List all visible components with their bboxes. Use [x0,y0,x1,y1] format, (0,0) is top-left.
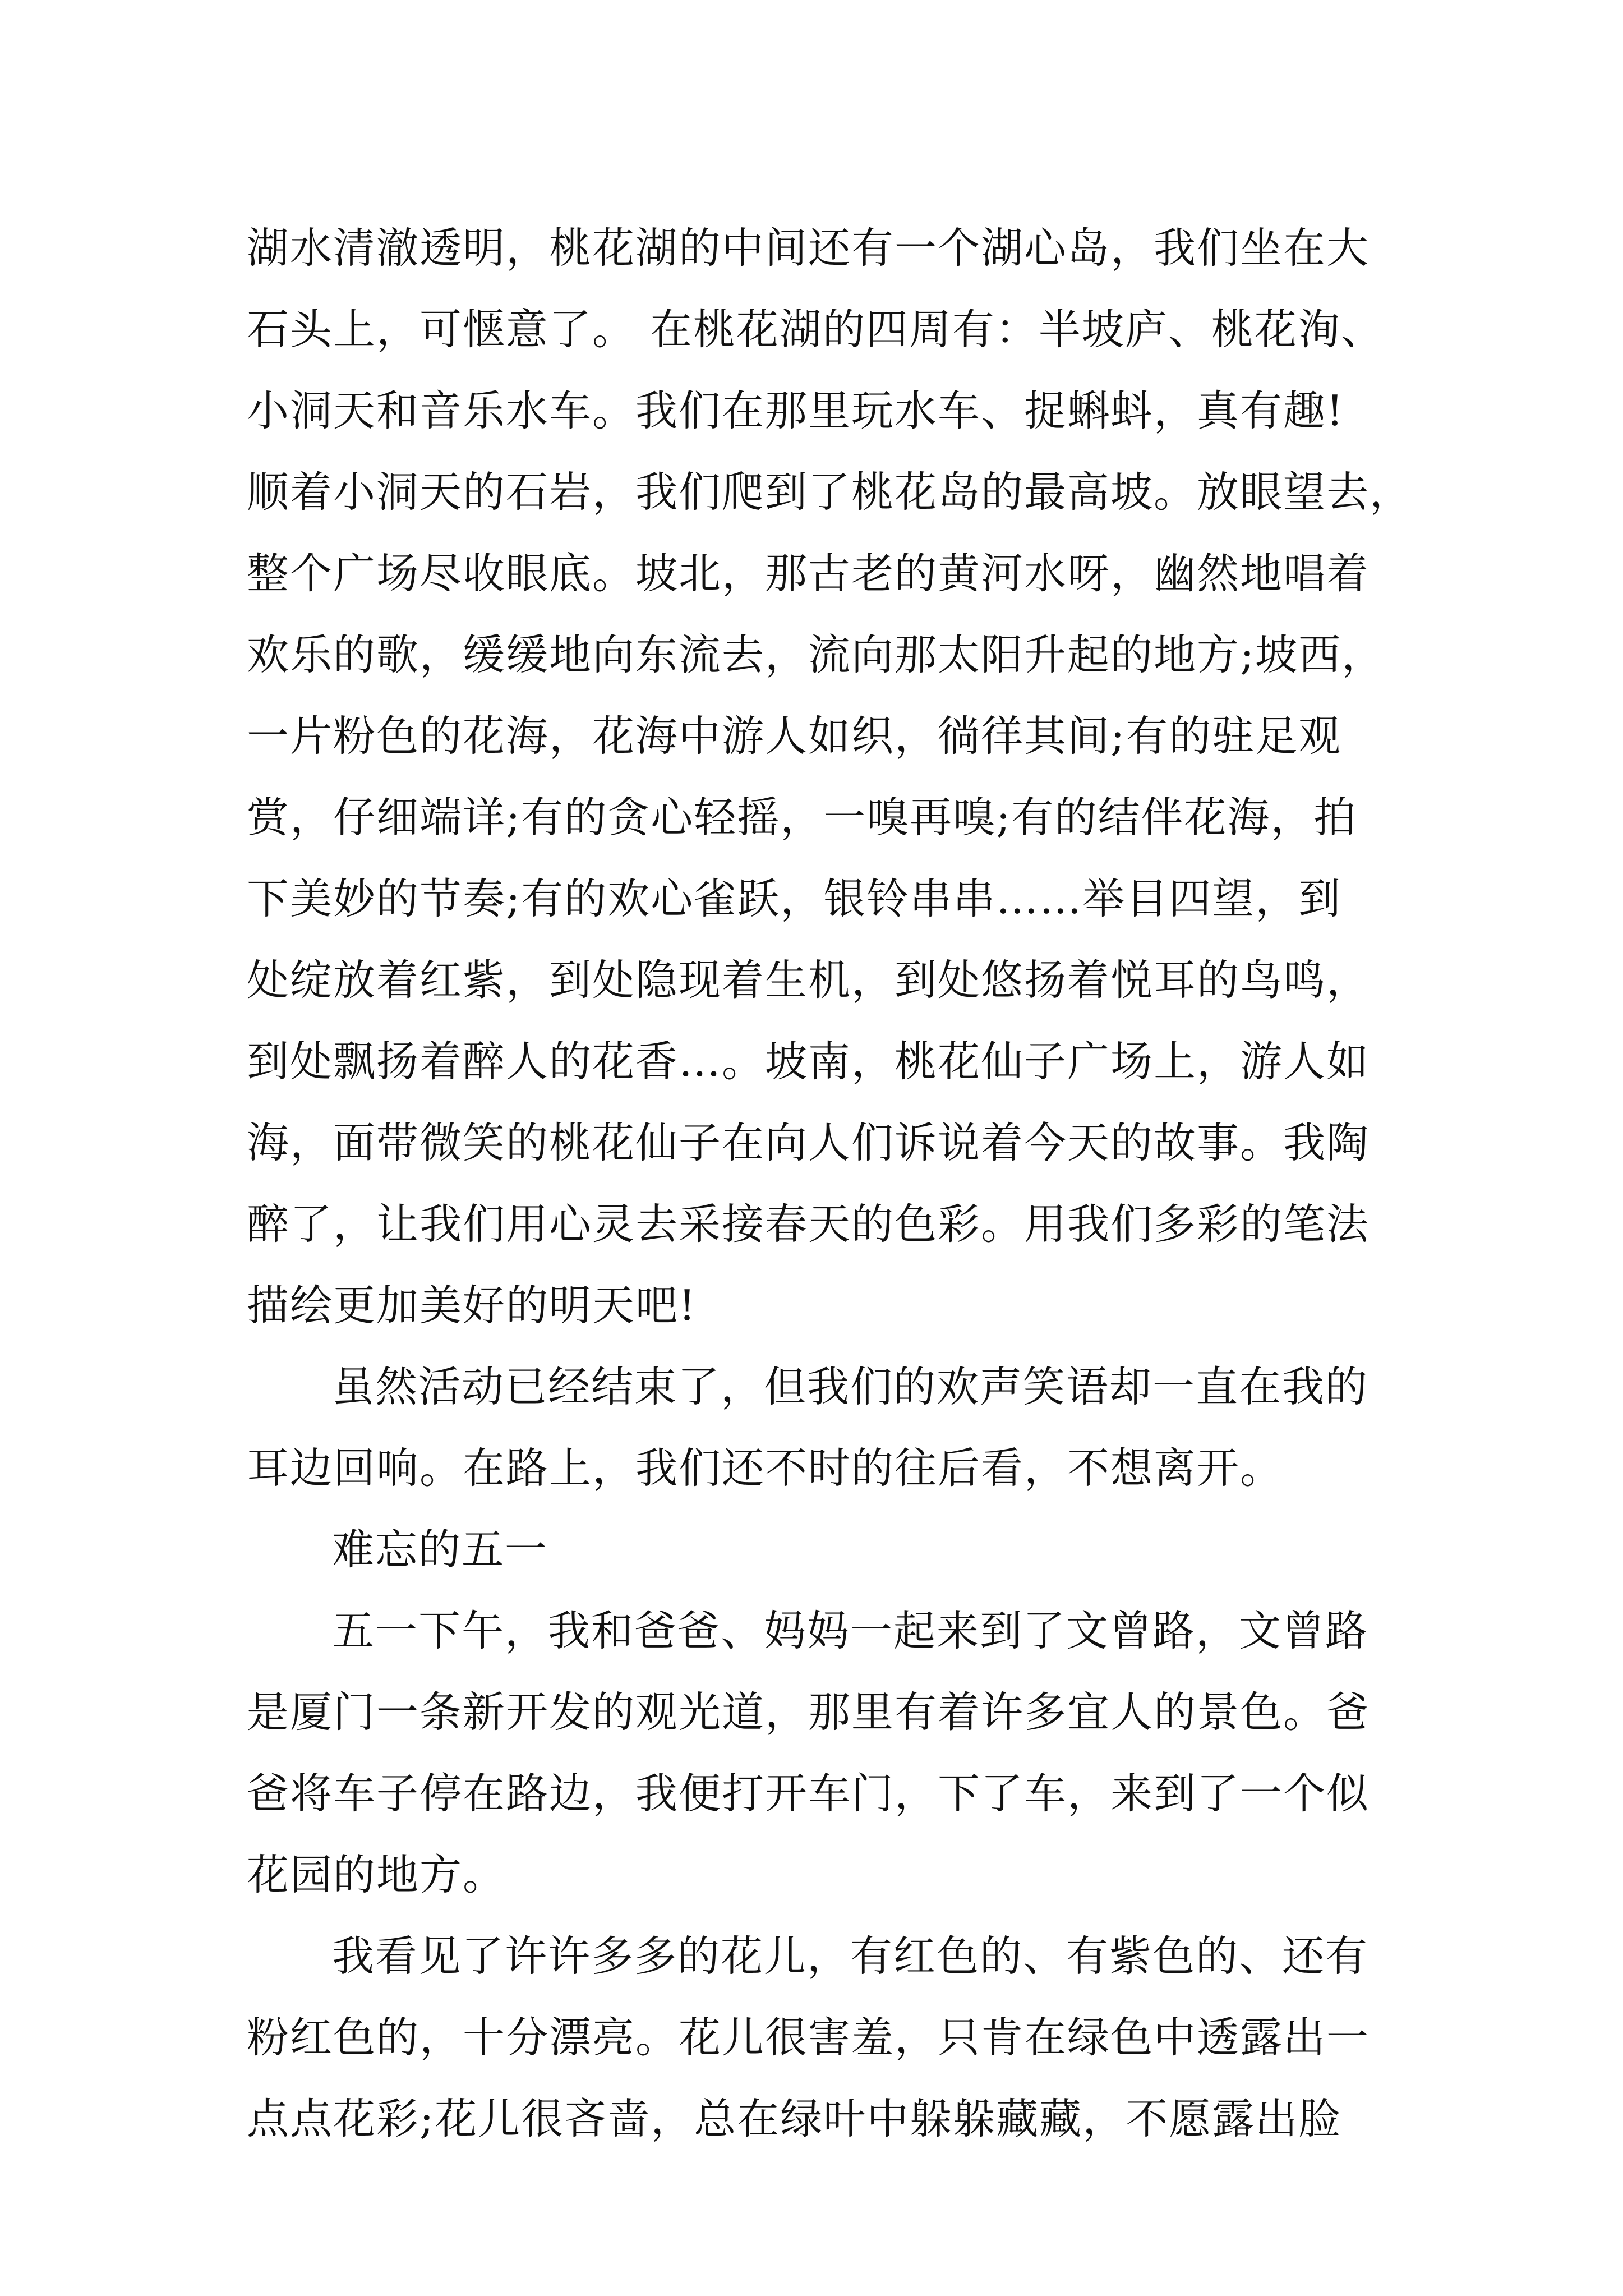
text-line: 醉了，让我们用心灵去采接春天的色彩。用我们多彩的笔法 [247,1199,1370,1249]
paragraph-start-line: 我看见了许许多多的花儿，有红色的、有紫色的、还有 [332,1931,1369,1981]
section-title: 难忘的五一 [332,1525,548,1574]
text-line: 小洞天和音乐水车。我们在那里玩水车、捉蝌蚪，真有趣! [247,386,1345,435]
text-line: 描绘更加美好的明天吧! [247,1281,697,1330]
text-line: 下美妙的节奏;有的欢心雀跃，银铃串串……举目四望，到 [247,874,1342,923]
text-line: 一片粉色的花海，花海中游人如织，徜徉其间;有的驻足观 [247,711,1342,761]
text-line: 整个广场尽收眼底。坡北，那古老的黄河水呀，幽然地唱着 [247,549,1370,598]
text-line: 爸将车子停在路边，我便打开车门，下了车，来到了一个似 [247,1769,1370,1818]
body-text [247,208,1413,2160]
text-line: 处绽放着红紫，到处隐现着生机，到处悠扬着悦耳的鸟鸣， [247,955,1370,1005]
text-line: 顺着小洞天的石岩，我们爬到了桃花岛的最高坡。放眼望去， [247,467,1413,517]
text-line: 到处飘扬着醉人的花香…。坡南，桃花仙子广场上，游人如 [247,1037,1370,1086]
text-line: 点点花彩;花儿很吝啬，总在绿叶中躲躲藏藏，不愿露出脸 [247,2094,1342,2143]
text-line: 欢乐的歌，缓缓地向东流去，流向那太阳升起的地方;坡西， [247,630,1385,679]
text-line: 耳边回响。在路上，我们还不时的往后看，不想离开。 [247,1443,1284,1493]
paragraph-start-line: 虽然活动已经结束了，但我们的欢声笑语却一直在我的 [332,1362,1369,1411]
text-line: 海，面带微笑的桃花仙子在向人们诉说着今天的故事。我陶 [247,1118,1370,1167]
text-line: 湖水清澈透明，桃花湖的中间还有一个湖心岛，我们坐在大 [247,223,1370,273]
text-line: 粉红色的，十分漂亮。花儿很害羞，只肯在绿色中透露出一 [247,2013,1370,2062]
text-line: 赏，仔细端详;有的贪心轻摇，一嗅再嗅;有的结伴花海，拍 [247,793,1357,842]
text-line: 花园的地方。 [247,1850,506,1899]
text-line: 是厦门一条新开发的观光道，那里有着许多宜人的景色。爸 [247,1687,1370,1737]
text-line: 石头上，可惬意了。 在桃花湖的四周有：半坡庐、桃花洵、 [247,305,1384,354]
paragraph-start-line: 五一下午，我和爸爸、妈妈一起来到了文曾路，文曾路 [332,1606,1369,1655]
